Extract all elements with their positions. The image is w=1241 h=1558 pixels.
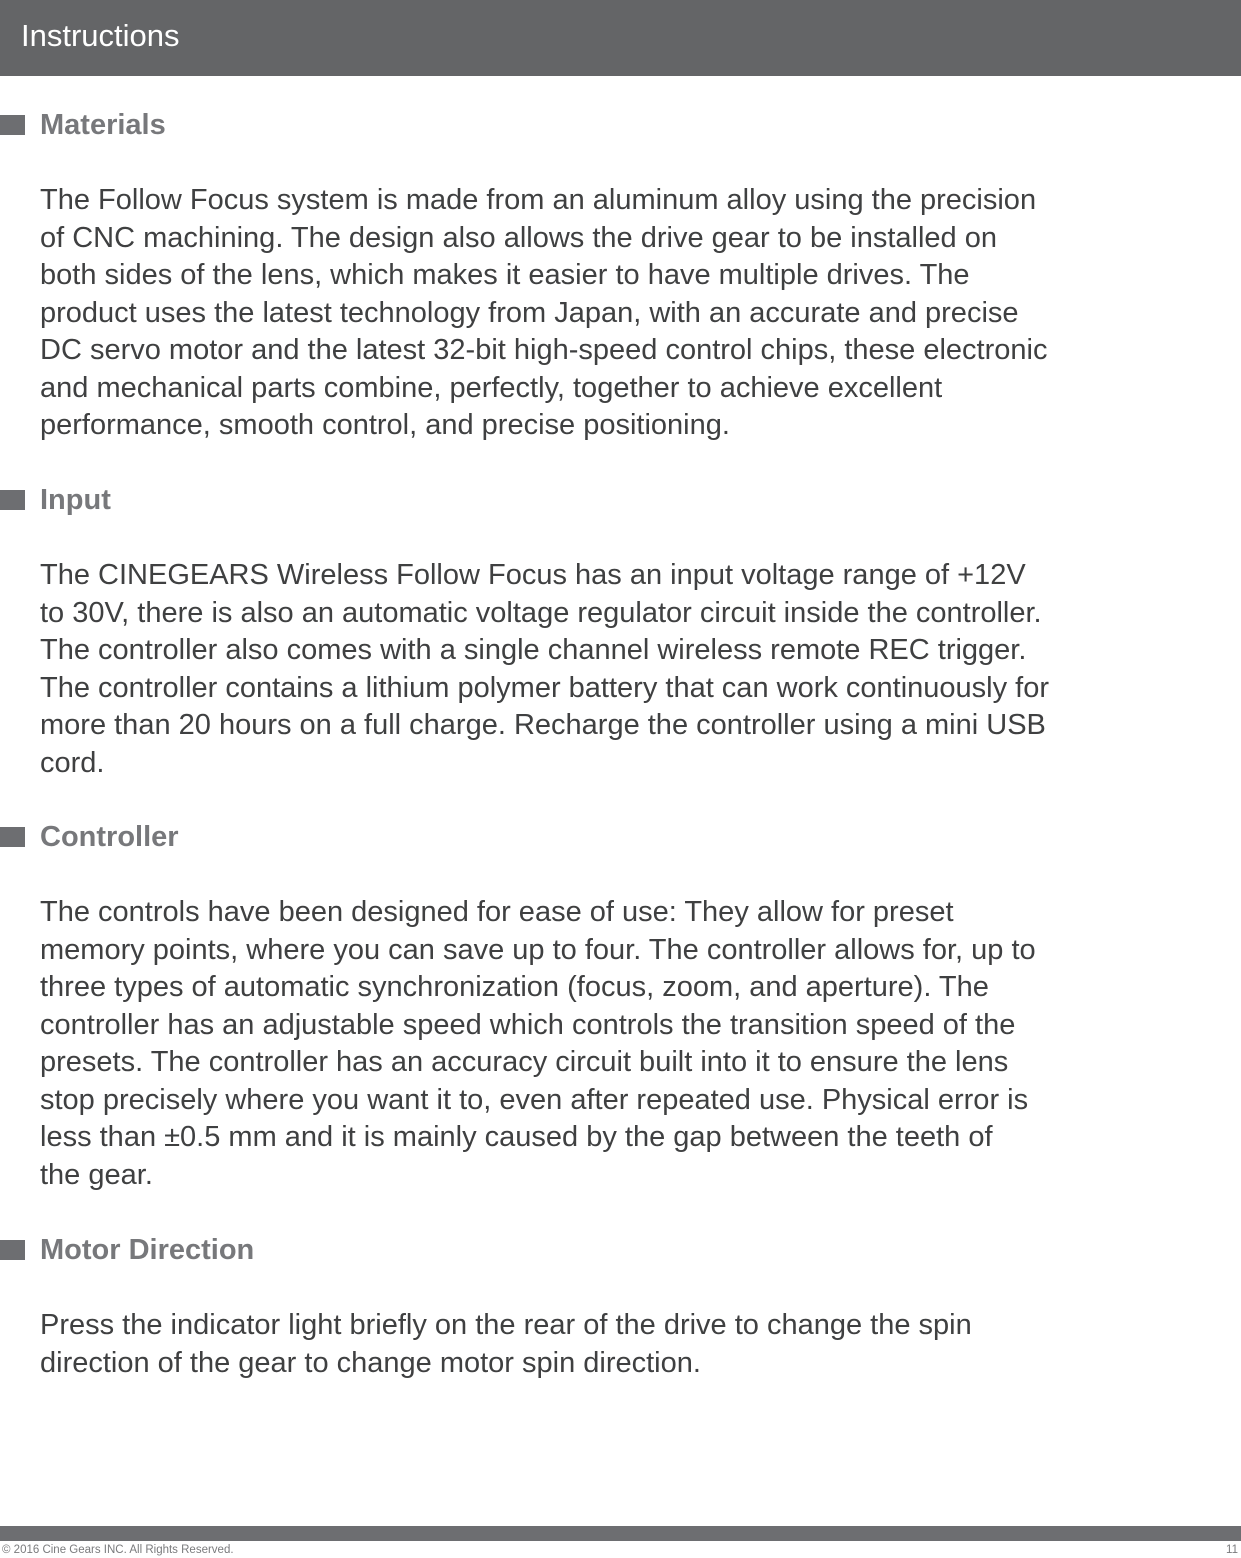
body-line: the gear.	[40, 1158, 153, 1191]
section-marker	[0, 115, 25, 135]
body-line: The controller contains a lithium polymer battery that can work continuously for	[40, 671, 1050, 704]
footer-bar	[0, 1526, 1241, 1541]
section-heading-controller: Controller	[40, 821, 179, 853]
body-line: cord.	[40, 746, 105, 779]
body-line: direction of the gear to change motor spin direction.	[40, 1346, 701, 1379]
section-heading-materials: Materials	[40, 109, 166, 141]
body-line: and mechanical parts combine, perfectly, together to achieve excellent	[40, 371, 943, 404]
header-bar	[0, 0, 1241, 76]
body-line: The Follow Focus system is made from an aluminum alloy using the precision	[40, 184, 1037, 216]
body-line: The controller also comes with a single channel wireless remote REC trigger.	[40, 634, 1027, 666]
body-line: DC servo motor and the latest 32-bit high-speed control chips, these electronic	[40, 334, 1048, 366]
section-marker	[0, 1240, 25, 1260]
body-line: presets. The controller has an accuracy circuit built into it to ensure the lens	[40, 1046, 1009, 1078]
section-marker	[0, 827, 25, 847]
section-body-motor-direction	[40, 1307, 1140, 1382]
section-heading-input: Input	[40, 484, 111, 516]
body-line: less than ±0.5 mm and it is mainly caused by the gap between the teeth of	[40, 1121, 993, 1153]
section-marker	[0, 490, 25, 510]
section-body-materials	[40, 182, 1140, 445]
body-line: The controls have been designed for ease of use: They allow for preset	[40, 896, 954, 928]
body-line: of CNC machining. The design also allows the drive gear to be installed on	[40, 221, 997, 254]
body-line: The CINEGEARS Wireless Follow Focus has an input voltage range of +12V	[40, 559, 1026, 591]
body-line: memory points, where you can save up to four. The controller allows for, up to	[40, 933, 1036, 966]
section-heading-motor-direction: Motor Direction	[40, 1234, 255, 1266]
body-line: more than 20 hours on a full charge. Recharge the controller using a mini USB	[40, 709, 1046, 741]
page-number: 11	[1226, 1544, 1238, 1556]
body-line: to 30V, there is also an automatic voltage regulator circuit inside the controller.	[40, 596, 1042, 629]
body-line: performance, smooth control, and precise positioning.	[40, 409, 730, 441]
section-body-controller	[40, 894, 1140, 1194]
body-line: three types of automatic synchronization (focus, zoom, and aperture). The	[40, 971, 989, 1003]
body-line: both sides of the lens, which makes it easier to have multiple drives. The	[40, 259, 970, 291]
body-line: product uses the latest technology from Japan, with an accurate and precise	[40, 296, 1019, 329]
section-body-input	[40, 557, 1140, 782]
body-line: Press the indicator light briefly on the rear of the drive to change the spin	[40, 1309, 972, 1341]
body-line: controller has an adjustable speed which controls the transition speed of the	[40, 1008, 1016, 1041]
footer-copyright: © 2016 Cine Gears INC. All Rights Reserved.	[2, 1544, 234, 1556]
body-line: stop precisely where you want it to, even after repeated use. Physical error is	[40, 1083, 1029, 1116]
page-title: Instructions	[21, 18, 180, 53]
